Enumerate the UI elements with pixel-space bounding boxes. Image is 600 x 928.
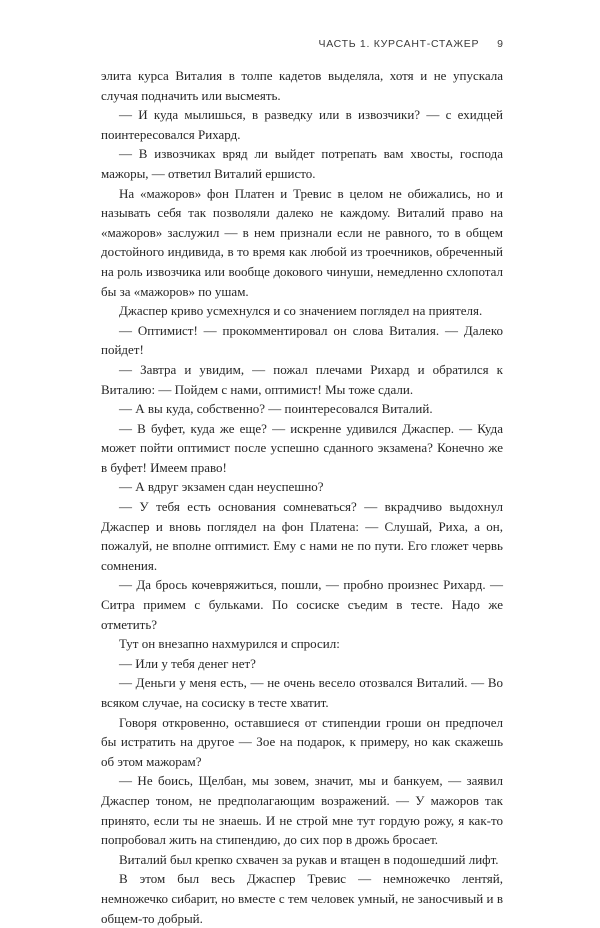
paragraph: — Или у тебя денег нет? bbox=[119, 655, 256, 671]
page-number: 9 bbox=[497, 38, 503, 50]
paragraph: — Не боись, Щелбан, мы зовем, значит, мы и банкуем, — заявил Джаспер тоном, не предполагающим возражений. — У мажоров так принято, если ты не знаешь. И не строй мне тут гордую рожу, я как-то попробовал жить на стипендию, до сих пор в дрожь бросает. bbox=[101, 773, 503, 848]
paragraph: — А вы куда, собственно? — поинтересовался Виталий. bbox=[119, 401, 433, 417]
paragraph: Тут он внезапно нахмурился и спросил: bbox=[119, 636, 340, 652]
paragraph: элита курса Виталия в толпе кадетов выделяла, хотя и не упускала случая подначить или высмеять. bbox=[101, 68, 503, 103]
paragraph: На «мажоров» фон Платен и Тревис в целом не обижались, но и называть себя так позволяли далеко не каждому. Виталий право на «мажоров» заслужил — в нем признали если не равного, то в общем достойного индивида, в то время как любой из троечников, обреченный на роль извозчика или вообще докового чинуши, немедленно схлопотал бы за «мажоров» по ушам. bbox=[101, 185, 503, 299]
paragraph: — Завтра и увидим, — пожал плечами Рихард и обратился к Виталию: — Пойдем с нами, оптимист! Мы тоже сдали. bbox=[101, 361, 503, 397]
paragraph: Виталий был крепко схвачен за рукав и втащен в подошедший лифт. bbox=[119, 851, 499, 867]
paragraph: В этом был весь Джаспер Тревис — немножечко лентяй, немножечко сибарит, но вместе с тем человек умный, не заносчивый и в общем-то добрый. bbox=[101, 871, 503, 926]
paragraph: — Да брось кочевряжиться, пошли, — пробно произнес Рихард. — Ситра примем с бульками. По сосиске съедим в тесте. Надо же отметить? bbox=[101, 577, 503, 632]
paragraph: Джаспер криво усмехнулся и со значением поглядел на приятеля. bbox=[119, 303, 483, 319]
running-title: ЧАСТЬ 1. КУРСАНТ-СТАЖЕР bbox=[318, 38, 480, 50]
paragraph: Говоря откровенно, оставшиеся от стипендии гроши он предпочел бы истратить на другое — Зое на подарок, к примеру, но как скажешь об этом мажорам? bbox=[101, 714, 503, 769]
paragraph: — В извозчиках вряд ли выйдет потрепать вам хвосты, господа мажоры, — ответил Виталий ершисто. bbox=[101, 146, 503, 181]
paragraph: — Деньги у меня есть, — не очень весело отозвался Виталий. — Во всяком случае, на сосиску в тесте хватит. bbox=[101, 675, 503, 710]
paragraph: — У тебя есть основания сомневаться? — вкрадчиво выдохнул Джаспер и вновь поглядел на фон Платена: — Слушай, Риха, а он, пожалуй, не вполне оптимист. Ему с нами не по пути. Его гложет червь сомнения. bbox=[101, 499, 503, 573]
paragraph: — А вдруг экзамен сдан неуспешно? bbox=[119, 479, 324, 495]
body-text bbox=[101, 66, 503, 928]
paragraph: — Оптимист! — прокомментировал он слова Виталия. — Далеко пойдет! bbox=[101, 322, 503, 358]
paragraph: — И куда мылишься, в разведку или в извозчики? — с ехидцей поинтересовался Рихард. bbox=[101, 107, 503, 142]
paragraph: — В буфет, куда же еще? — искренне удивился Джаспер. — Куда может пойти оптимист после успешно сданного экзамена? Конечно же в буфет! Имеем право! bbox=[101, 420, 503, 475]
running-head bbox=[319, 38, 504, 50]
